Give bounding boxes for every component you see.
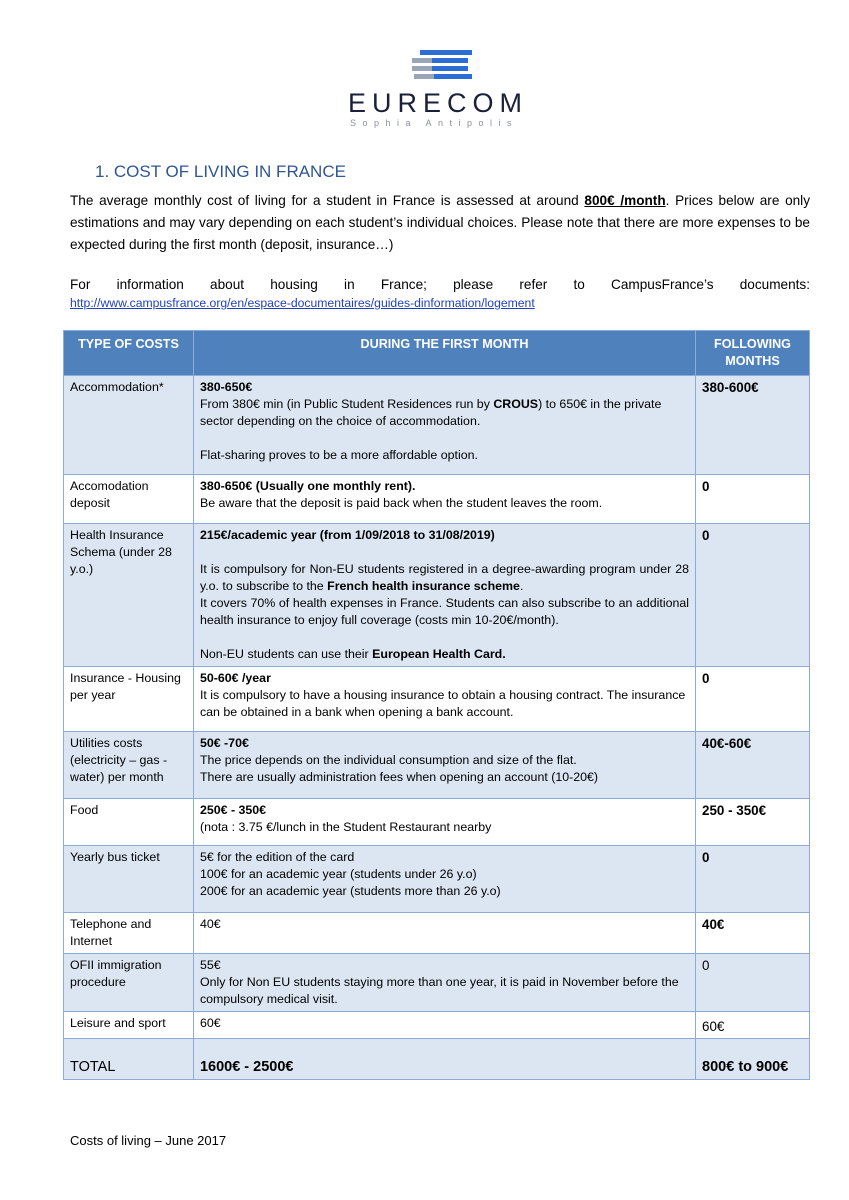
table-header xyxy=(64,331,810,376)
first-month-cell xyxy=(193,475,695,524)
campusfrance-link[interactable]: http://www.campusfrance.org/en/espace-documentaires/guides-dinformation/logement xyxy=(70,296,535,310)
cost-type: Yearly bus ticket xyxy=(64,846,194,913)
first-month-amount: 250€ - 350€ xyxy=(199,803,267,817)
following-amount: 0 xyxy=(696,954,810,1012)
total-following: 800€ to 900€ xyxy=(696,1039,810,1080)
total-row xyxy=(64,1039,810,1080)
utilities-note-2: There are usually administration fees when opening an account (10-20€) xyxy=(199,770,599,784)
table-row xyxy=(64,913,810,954)
ofii-note: Only for Non EU students staying more than one year, it is paid in November before the compulsory medical visit. xyxy=(199,975,679,1006)
table-row xyxy=(64,799,810,846)
following-amount: 250 - 350€ xyxy=(696,799,810,846)
cost-type: Leisure and sport xyxy=(64,1012,194,1039)
cost-type: Telephone and Internet xyxy=(64,913,194,954)
bus-note-2: 100€ for an academic year (students under 26 y.o) xyxy=(199,867,477,881)
cost-type: Health Insurance Schema (under 28 y.o.) xyxy=(64,524,194,667)
header-first-month: DURING THE FIRST MONTH xyxy=(193,331,695,376)
section-heading: 1. COST OF LIVING IN FRANCE xyxy=(95,162,346,181)
table-row xyxy=(64,954,810,1012)
cost-type: Accomodation deposit xyxy=(64,475,194,524)
first-month-cell xyxy=(193,799,695,846)
first-month-amount: 40€ xyxy=(193,913,695,954)
following-amount: 60€ xyxy=(696,1012,810,1039)
following-amount: 0 xyxy=(696,475,810,524)
first-month-cell xyxy=(193,954,695,1012)
cost-type: Food xyxy=(64,799,194,846)
logo-mark-icon xyxy=(412,50,482,86)
utilities-note-1: The price depends on the individual consumption and size of the flat. xyxy=(199,753,577,767)
intro-text-end: . Prices below are only estimations and may vary depending on each student’s individual choices. Please note that there are more expenses to be expected during the first month (deposit, insurance…) xyxy=(70,193,811,252)
housing-info: For information about housing in France; please refer to CampusFrance’s documents: xyxy=(70,277,810,292)
bus-note-3: 200€ for an academic year (students more than 26 y.o) xyxy=(199,884,501,898)
following-amount: 380-600€ xyxy=(696,376,810,475)
cost-type: Accommodation* xyxy=(64,376,194,475)
header-type: TYPE OF COSTS xyxy=(64,331,194,376)
page-footer: Costs of living – June 2017 xyxy=(70,1133,227,1148)
table-row xyxy=(64,475,810,524)
following-amount: 40€-60€ xyxy=(696,732,810,799)
intro-text: The average monthly cost of living for a student in France is assessed at around xyxy=(70,193,585,208)
deposit-note: Be aware that the deposit is paid back when the student leaves the room. xyxy=(199,496,603,510)
cost-table xyxy=(63,330,810,1080)
following-amount: 0 xyxy=(696,524,810,667)
bus-note-1: 5€ for the edition of the card xyxy=(199,850,355,864)
first-month-amount: 50€ -70€ xyxy=(199,736,249,750)
first-month-cell xyxy=(193,732,695,799)
health-note-2: It covers 70% of health expenses in France. Students can also subscribe to an additional health insurance to enjoy full coverage (costs min 10-20€/month). xyxy=(199,596,690,627)
table-row xyxy=(64,667,810,732)
cost-type: Utilities costs (electricity – gas - water) per month xyxy=(64,732,194,799)
logo-subtitle: Sophia Antipolis xyxy=(350,118,519,128)
cost-type: OFII immigration procedure xyxy=(64,954,194,1012)
intro-paragraph xyxy=(70,190,810,256)
total-label: TOTAL xyxy=(64,1039,194,1080)
food-note: (nota : 3.75 €/lunch in the Student Restaurant nearby xyxy=(199,820,492,834)
first-month-amount: 50-60€ /year xyxy=(199,671,271,685)
following-amount: 0 xyxy=(696,667,810,732)
health-note-1: It is compulsory for Non-EU students registered in a degree-awarding program under 28 y.o. to subscribe to the French health insurance scheme. xyxy=(199,562,690,593)
flat-sharing-note: Flat-sharing proves to be a more affordable option. xyxy=(199,448,478,462)
table-row xyxy=(64,524,810,667)
first-month-amount: 215€/academic year (from 1/09/2018 to 31/08/2019) xyxy=(199,528,495,542)
first-month-cell xyxy=(193,846,695,913)
health-note-3: Non-EU students can use their European Health Card. xyxy=(199,647,506,661)
first-month-amount: 380-650€ (Usually one monthly rent). xyxy=(199,479,416,493)
first-month-amount: 380-650€ xyxy=(199,380,253,394)
monthly-cost: 800€ /month xyxy=(584,193,666,208)
table-row xyxy=(64,1012,810,1039)
total-first-month: 1600€ - 2500€ xyxy=(193,1039,695,1080)
first-month-amount: 55€ xyxy=(199,958,221,972)
first-month-cell xyxy=(193,376,695,475)
accommodation-note: From 380€ min (in Public Student Residences run by CROUS) to 650€ in the private sector depending on the choice of accommodation. xyxy=(199,397,662,428)
following-amount: 0 xyxy=(696,846,810,913)
table-row xyxy=(64,732,810,799)
first-month-amount: 60€ xyxy=(193,1012,695,1039)
table-row xyxy=(64,846,810,913)
first-month-cell xyxy=(193,524,695,667)
insurance-note: It is compulsory to have a housing insurance to obtain a housing contract. The insurance can be obtained in a bank when opening a bank account. xyxy=(199,688,686,719)
following-amount: 40€ xyxy=(696,913,810,954)
eurecom-logo xyxy=(344,50,544,130)
table-row xyxy=(64,376,810,475)
first-month-cell xyxy=(193,667,695,732)
header-following-months: FOLLOWING MONTHS xyxy=(696,331,810,376)
cost-type: Insurance - Housing per year xyxy=(64,667,194,732)
logo-wordmark: EURECOM xyxy=(348,88,529,118)
